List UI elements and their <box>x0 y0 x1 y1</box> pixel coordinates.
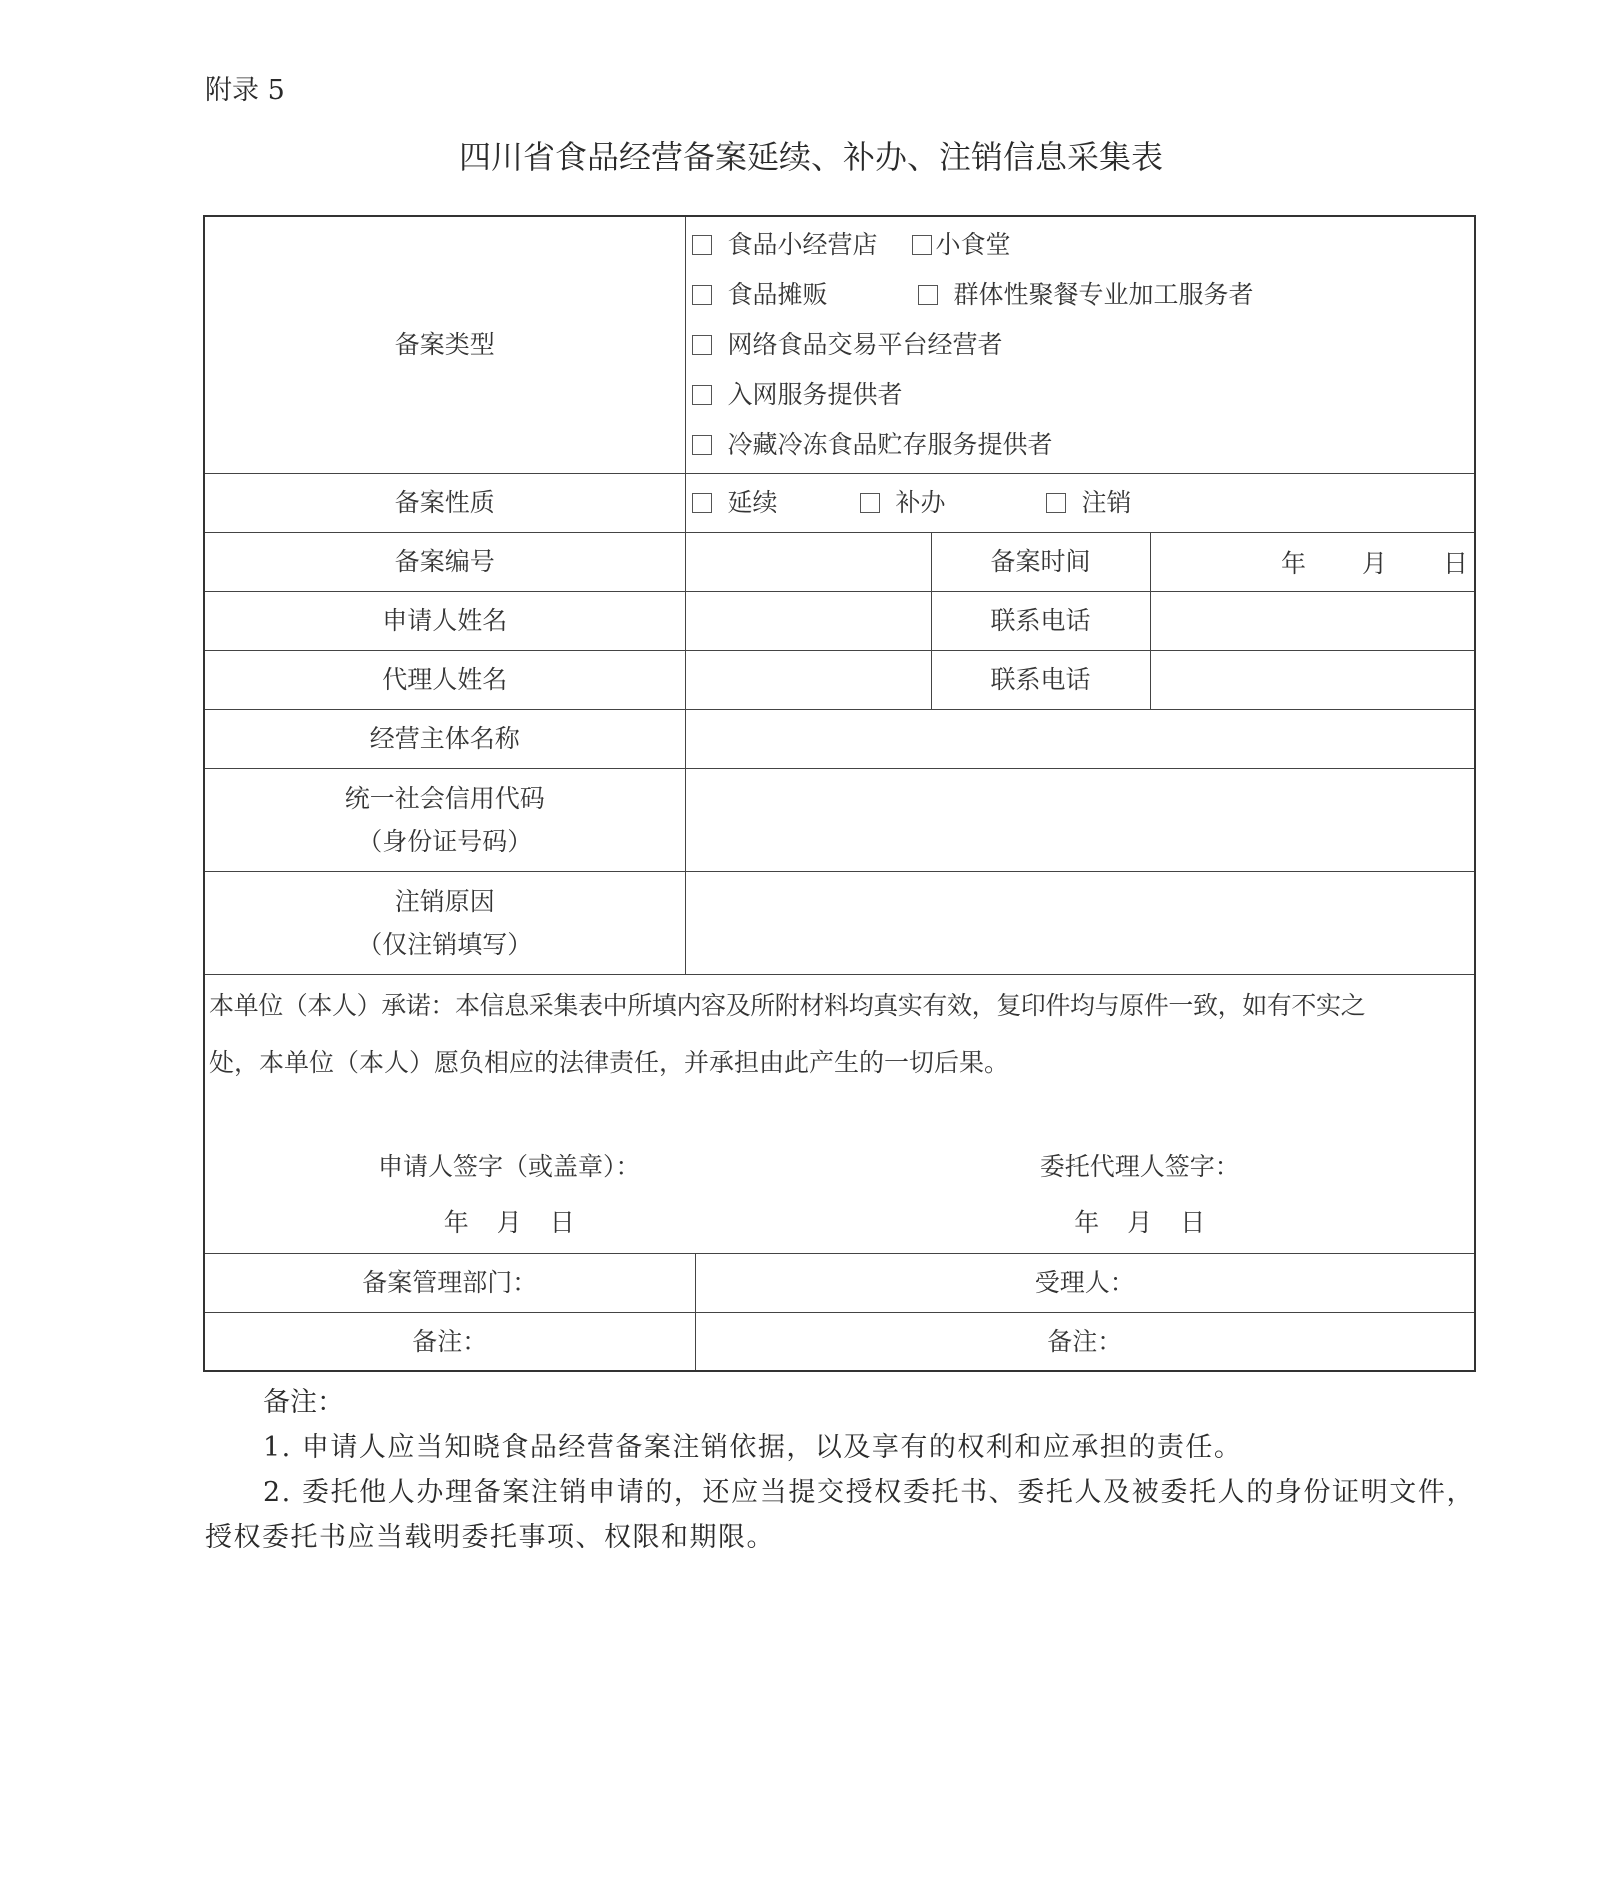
checkbox[interactable] <box>692 235 712 255</box>
credit-code-label: 统一社会信用代码 <box>344 783 545 813</box>
promise-cell <box>204 974 1475 1253</box>
option-label: 食品小经营店 <box>727 229 878 259</box>
cancel-reason-sub-label: （仅注销填写） <box>357 929 533 959</box>
notes-section <box>205 1380 1475 1560</box>
option-label: 小食堂 <box>935 229 1011 259</box>
entity-name-field[interactable] <box>685 709 1475 768</box>
applicant-signature[interactable] <box>209 1147 840 1243</box>
checkbox[interactable] <box>692 493 712 513</box>
filing-dept-cell[interactable] <box>204 1253 695 1312</box>
signature-row <box>209 1147 1470 1243</box>
agent-phone-field[interactable] <box>1150 650 1475 709</box>
option-renew[interactable] <box>692 478 860 528</box>
date-year: 年 <box>443 1207 469 1237</box>
date-year: 年 <box>1074 1207 1100 1237</box>
row-credit-code <box>204 768 1475 871</box>
agent-signature[interactable] <box>840 1147 1471 1243</box>
agent-phone-label: 联系电话 <box>931 650 1150 709</box>
page-title: 四川省食品经营备案延续、补办、注销信息采集表 <box>458 138 1163 176</box>
agent-signature-label: 委托代理人签字： <box>1039 1151 1240 1181</box>
option-reissue[interactable] <box>860 478 1046 528</box>
date-month: 月 <box>496 1207 522 1237</box>
agent-name-field[interactable] <box>685 650 931 709</box>
checkbox[interactable] <box>918 285 938 305</box>
agent-name-label: 代理人姓名 <box>204 650 685 709</box>
filing-nature-label: 备案性质 <box>204 473 685 532</box>
info-collection-form <box>203 215 1476 1372</box>
filing-type-options <box>685 216 1475 473</box>
applicant-phone-field[interactable] <box>1150 591 1475 650</box>
filing-number-field[interactable] <box>685 532 931 591</box>
row-promise <box>204 974 1475 1253</box>
option-label: 入网服务提供者 <box>727 379 903 409</box>
promise-statement <box>209 975 1470 1091</box>
option-group-dining-service[interactable] <box>918 270 1254 320</box>
option-cancel[interactable] <box>1046 478 1132 528</box>
checkbox[interactable] <box>912 235 932 255</box>
applicant-name-field[interactable] <box>685 591 931 650</box>
date-year: 年 <box>1280 548 1306 578</box>
row-agent <box>204 650 1475 709</box>
date-day: 日 <box>1443 548 1469 578</box>
filing-time-label: 备案时间 <box>931 532 1150 591</box>
filing-nature-options <box>685 473 1475 532</box>
notes-heading: 备注： <box>263 1387 344 1418</box>
option-online-platform[interactable] <box>692 320 1003 370</box>
option-label: 延续 <box>727 487 778 517</box>
option-small-food-store[interactable] <box>692 220 878 270</box>
filing-dept-label: 备案管理部门： <box>362 1268 538 1297</box>
option-label: 注销 <box>1081 487 1132 517</box>
row-filing-number <box>204 532 1475 591</box>
row-filing-nature <box>204 473 1475 532</box>
filing-number-label: 备案编号 <box>204 532 685 591</box>
checkbox[interactable] <box>1046 493 1066 513</box>
option-small-canteen[interactable] <box>912 220 1011 270</box>
credit-code-label-cell <box>204 768 685 871</box>
option-label: 网络食品交易平台经营者 <box>727 329 1003 359</box>
row-filing-dept <box>204 1253 1475 1312</box>
remark-left-label: 备注： <box>412 1326 488 1356</box>
handler-label: 受理人： <box>1034 1268 1135 1297</box>
option-label: 食品摊贩 <box>727 279 828 309</box>
checkbox[interactable] <box>692 435 712 455</box>
option-food-vendor[interactable] <box>692 270 918 320</box>
row-entity-name <box>204 709 1475 768</box>
checkbox[interactable] <box>692 385 712 405</box>
row-cancel-reason <box>204 871 1475 974</box>
row-remarks <box>204 1312 1475 1371</box>
row-filing-type <box>204 216 1475 473</box>
checkbox[interactable] <box>692 335 712 355</box>
remark-left-cell[interactable] <box>204 1312 695 1371</box>
cancel-reason-label: 注销原因 <box>394 886 495 916</box>
filing-time-field[interactable] <box>1150 532 1475 591</box>
option-label: 补办 <box>895 487 946 517</box>
note-item-2: 2. 委托他人办理备案注销申请的，还应当提交授权委托书、委托人及被委托人的身份证明文件，授权委托书应当载明委托事项、权限和期限。 <box>205 1477 1475 1553</box>
option-cold-storage-provider[interactable] <box>692 420 1053 470</box>
option-label: 群体性聚餐专业加工服务者 <box>953 279 1254 309</box>
option-online-service-provider[interactable] <box>692 370 903 420</box>
entity-name-label: 经营主体名称 <box>204 709 685 768</box>
date-month: 月 <box>1361 548 1387 578</box>
cancel-reason-field[interactable] <box>685 871 1475 974</box>
remark-right-cell[interactable] <box>695 1312 1475 1371</box>
agent-signature-date <box>810 1203 1471 1243</box>
appendix-label: 附录 5 <box>205 75 285 106</box>
date-day: 日 <box>549 1207 575 1237</box>
checkbox[interactable] <box>860 493 880 513</box>
handler-cell[interactable] <box>695 1253 1475 1312</box>
date-month: 月 <box>1127 1207 1153 1237</box>
filing-type-label: 备案类型 <box>204 216 685 473</box>
applicant-signature-label: 申请人签字（或盖章）： <box>377 1151 641 1181</box>
applicant-phone-label: 联系电话 <box>931 591 1150 650</box>
cancel-reason-label-cell <box>204 871 685 974</box>
credit-code-field[interactable] <box>685 768 1475 871</box>
remark-right-label: 备注： <box>1047 1326 1123 1356</box>
checkbox[interactable] <box>692 285 712 305</box>
note-item-1: 1. 申请人应当知晓食品经营备案注销依据，以及享有的权利和应承担的责任。 <box>263 1432 1243 1463</box>
applicant-signature-date <box>179 1203 840 1243</box>
row-applicant <box>204 591 1475 650</box>
option-label: 冷藏冷冻食品贮存服务提供者 <box>727 429 1053 459</box>
date-day: 日 <box>1180 1207 1206 1237</box>
promise-line-1: 本单位（本人）承诺：本信息采集表中所填内容及所附材料均真实有效，复印件均与原件一致，如有不实之 <box>209 990 1366 1020</box>
promise-line-2: 处，本单位（本人）愿负相应的法律责任，并承担由此产生的一切后果。 <box>209 1047 1010 1077</box>
applicant-name-label: 申请人姓名 <box>204 591 685 650</box>
credit-code-sub-label: （身份证号码） <box>357 826 533 856</box>
